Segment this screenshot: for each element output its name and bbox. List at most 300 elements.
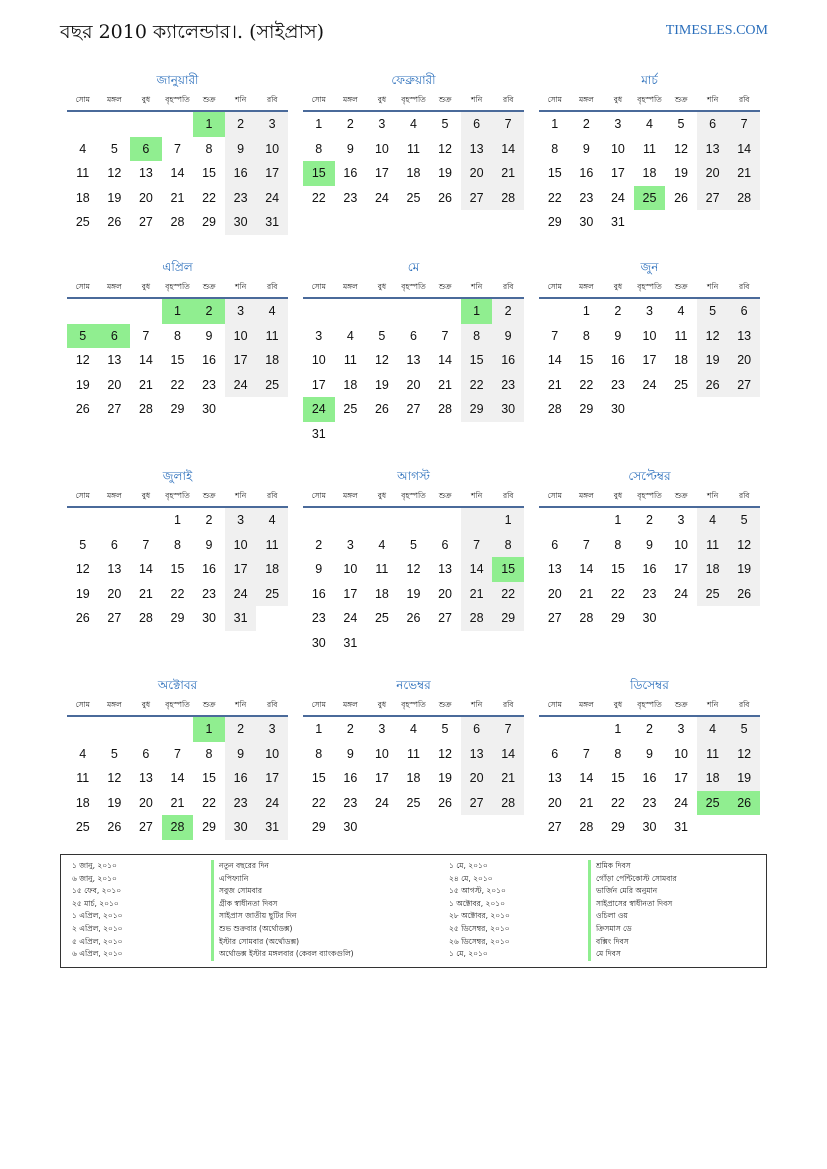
weekday-header [539, 277, 760, 299]
weekday-label: শনি [471, 95, 483, 104]
day-cell: 15 [202, 771, 216, 785]
day-cell: 28 [579, 820, 594, 834]
day-cell: 11 [375, 562, 389, 576]
weekday-label: মঙ্গল [579, 95, 594, 104]
weekday-label: শনি [235, 491, 247, 500]
day-cell: 8 [551, 141, 559, 156]
day-cell: 7 [173, 141, 181, 156]
day-cell: 24 [610, 190, 625, 205]
day-cell: 5 [441, 117, 449, 131]
weekday-label: শুক্র [674, 282, 688, 291]
day-cell: 27 [547, 820, 562, 834]
day-cell: 9 [205, 537, 213, 552]
day-cell: 11 [343, 353, 357, 367]
day-cell: 13 [728, 324, 760, 349]
day-cell: 23 [202, 586, 216, 601]
day-cell: 19 [728, 766, 760, 791]
day-cell: 9 [346, 141, 354, 156]
day-grid [539, 717, 760, 840]
holiday-date: ২৮ অক্টোবর, ২০১০ [449, 911, 510, 921]
empty-cell [728, 606, 760, 631]
weekday-label: শনি [235, 282, 247, 291]
weekday-label: শুক্র [674, 491, 688, 500]
empty-cell [634, 210, 666, 235]
day-cell: 10 [311, 353, 326, 367]
day-cell: 12 [728, 533, 760, 558]
day-cell: 5 [378, 328, 386, 343]
day-cell: 7 [441, 328, 449, 343]
day-cell: 9 [346, 746, 354, 761]
empty-cell [697, 210, 729, 235]
day-cell: 29 [202, 215, 216, 229]
day-cell: 2 [645, 722, 653, 736]
weekday-header [303, 90, 524, 112]
holiday-day-cell: 1 [162, 299, 194, 324]
day-cell: 16 [202, 353, 216, 367]
weekday-label: সোম [75, 95, 90, 104]
day-cell: 27 [461, 791, 493, 816]
day-cell: 31 [610, 215, 625, 229]
day-cell: 1 [614, 513, 622, 527]
empty-cell [162, 717, 194, 742]
day-cell: 16 [202, 562, 216, 576]
holiday-dates-col-1 [72, 860, 123, 961]
day-cell: 18 [697, 766, 729, 791]
holiday-day-cell: 1 [461, 299, 493, 324]
day-cell: 25 [75, 215, 90, 229]
month-name: ডিসেম্বর [630, 678, 669, 692]
weekday-label: রবি [503, 282, 514, 291]
day-cell: 12 [674, 141, 688, 156]
day-cell: 26 [107, 820, 122, 834]
day-cell: 24 [374, 795, 389, 810]
day-cell: 4 [256, 508, 288, 533]
weekday-label: শনি [707, 491, 719, 500]
day-cell: 11 [697, 533, 729, 558]
weekday-label: মঙ্গল [343, 491, 358, 500]
day-cell: 1 [551, 117, 559, 131]
empty-cell [461, 422, 493, 447]
day-cell: 1 [492, 508, 524, 533]
holiday-date: ৫ এপ্রিল, ২০১০ [72, 936, 123, 946]
day-cell: 18 [406, 166, 421, 180]
day-cell: 21 [492, 766, 524, 791]
day-cell: 2 [614, 304, 622, 318]
day-cell: 26 [75, 402, 90, 416]
weekday-header [303, 695, 524, 717]
holiday-day-cell: 26 [728, 791, 760, 816]
empty-cell [398, 422, 430, 447]
empty-cell [728, 397, 760, 422]
day-cell: 10 [225, 533, 257, 558]
empty-cell [366, 815, 398, 840]
holiday-day-cell: 1 [193, 112, 225, 137]
empty-cell [539, 299, 571, 324]
day-cell: 18 [697, 557, 729, 582]
weekday-header [67, 277, 288, 299]
weekday-label: শুক্র [438, 95, 452, 104]
empty-cell [429, 815, 461, 840]
day-cell: 27 [547, 611, 562, 625]
day-cell: 25 [674, 377, 688, 392]
day-cell: 5 [728, 717, 760, 742]
weekday-label: রবি [503, 700, 514, 709]
weekday-label: মঙ্গল [579, 282, 594, 291]
day-cell: 8 [461, 324, 493, 349]
day-cell: 10 [343, 562, 358, 576]
day-cell: 3 [677, 722, 685, 736]
day-cell: 2 [315, 537, 323, 552]
day-cell: 18 [343, 377, 358, 392]
empty-cell [67, 299, 99, 324]
day-cell: 13 [461, 137, 493, 162]
weekday-label: শুক্র [202, 700, 216, 709]
day-cell: 22 [492, 582, 524, 607]
holiday-name: ভার্জিন মেরি অনুমান [588, 885, 677, 898]
day-cell: 11 [406, 141, 420, 156]
weekday-label: বৃহস্পতি [637, 700, 662, 709]
day-cell: 14 [461, 557, 493, 582]
weekday-label: বুধ [613, 282, 623, 291]
holiday-day-cell: 5 [67, 324, 99, 349]
day-cell: 28 [138, 611, 153, 625]
day-cell: 30 [343, 820, 358, 834]
month-7 [67, 466, 288, 631]
day-cell: 8 [614, 537, 622, 552]
day-cell: 4 [409, 117, 417, 131]
day-cell: 14 [138, 353, 153, 367]
day-cell: 27 [438, 611, 452, 625]
day-cell: 27 [107, 611, 122, 625]
weekday-label: বৃহস্পতি [637, 491, 662, 500]
day-cell: 13 [107, 353, 122, 367]
day-cell: 2 [492, 299, 524, 324]
weekday-label: রবি [739, 700, 750, 709]
day-cell: 24 [225, 373, 257, 398]
day-cell: 28 [138, 402, 153, 416]
day-cell: 6 [441, 537, 449, 552]
holiday-name: ক্রিসমাস ডে [588, 923, 677, 936]
weekday-label: মঙ্গল [579, 700, 594, 709]
month-3 [539, 70, 760, 235]
weekday-label: শনি [707, 95, 719, 104]
day-cell: 30 [579, 215, 594, 229]
holiday-dates-col-2 [449, 860, 510, 961]
day-cell: 23 [202, 377, 216, 392]
day-cell: 10 [674, 746, 688, 761]
weekday-label: সোম [311, 700, 326, 709]
day-cell: 19 [374, 377, 389, 392]
day-cell: 8 [582, 328, 590, 343]
weekday-label: শুক্র [438, 282, 452, 291]
day-cell: 12 [697, 324, 729, 349]
day-cell: 29 [170, 402, 185, 416]
day-cell: 26 [438, 190, 452, 205]
day-cell: 3 [378, 117, 386, 131]
day-cell: 15 [170, 562, 185, 576]
day-cell: 14 [138, 562, 153, 576]
day-cell: 1 [315, 722, 323, 736]
empty-cell [130, 299, 162, 324]
weekday-label: মঙ্গল [107, 700, 122, 709]
weekday-label: রবি [267, 700, 278, 709]
empty-cell [429, 508, 461, 533]
holiday-date: ২৫ ডিসেম্বর, ২০১০ [449, 923, 510, 933]
day-cell: 31 [225, 606, 257, 631]
day-cell: 18 [75, 795, 90, 810]
day-cell: 9 [582, 141, 590, 156]
day-cell: 1 [582, 304, 590, 318]
holiday-name: সাইপ্রাসের স্বাধীনতা দিবস [588, 898, 677, 911]
day-cell: 21 [579, 586, 594, 601]
day-cell: 7 [582, 746, 590, 761]
day-cell: 17 [256, 161, 288, 186]
day-grid [67, 508, 288, 631]
day-cell: 7 [142, 328, 150, 343]
day-cell: 17 [225, 348, 257, 373]
empty-cell [665, 210, 697, 235]
day-cell: 27 [138, 215, 153, 229]
day-cell: 20 [728, 348, 760, 373]
weekday-label: বৃহস্পতি [165, 282, 190, 291]
day-cell: 26 [107, 215, 122, 229]
empty-cell [130, 112, 162, 137]
empty-cell [303, 299, 335, 324]
empty-cell [492, 631, 524, 656]
day-cell: 19 [697, 348, 729, 373]
day-cell: 3 [225, 508, 257, 533]
day-cell: 31 [674, 820, 688, 834]
holiday-date: ১৫ আগস্ট, ২০১০ [449, 886, 506, 896]
empty-cell [665, 606, 697, 631]
empty-cell [225, 397, 257, 422]
day-cell: 2 [225, 717, 257, 742]
day-cell: 4 [697, 508, 729, 533]
day-cell: 12 [406, 562, 421, 576]
day-cell: 30 [225, 815, 257, 840]
empty-cell [366, 422, 398, 447]
day-cell: 24 [374, 190, 389, 205]
holiday-names-col-1 [211, 860, 354, 961]
weekday-label: রবি [739, 95, 750, 104]
day-cell: 11 [256, 533, 288, 558]
month-9 [539, 466, 760, 631]
day-cell: 18 [642, 166, 657, 180]
day-cell: 27 [138, 820, 153, 834]
site-link[interactable]: TIMESLES.COM [665, 23, 768, 38]
day-cell: 6 [142, 746, 150, 761]
day-cell: 29 [610, 611, 625, 625]
day-cell: 11 [406, 746, 420, 761]
weekday-label: বৃহস্পতি [401, 700, 426, 709]
day-cell: 6 [697, 112, 729, 137]
empty-cell [398, 508, 430, 533]
day-cell: 12 [438, 746, 452, 761]
holiday-date: ২ এপ্রিল, ২০১০ [72, 923, 123, 933]
weekday-label: শুক্র [202, 491, 216, 500]
day-cell: 22 [610, 795, 625, 810]
day-cell: 23 [343, 190, 358, 205]
day-cell: 11 [76, 771, 90, 785]
holiday-name: গোঁড়া পেন্টিকোস্ট সোমবার [588, 873, 677, 886]
day-cell: 14 [728, 137, 760, 162]
day-cell: 29 [170, 611, 185, 625]
empty-cell [697, 397, 729, 422]
empty-cell [335, 299, 367, 324]
day-cell: 14 [579, 771, 594, 785]
day-cell: 8 [173, 537, 181, 552]
empty-cell [130, 717, 162, 742]
day-cell: 31 [256, 815, 288, 840]
day-cell: 14 [170, 166, 185, 180]
day-cell: 23 [610, 377, 625, 392]
empty-cell [429, 631, 461, 656]
day-cell: 26 [674, 190, 688, 205]
day-cell: 11 [674, 328, 688, 343]
month-name: আগস্ট [397, 469, 430, 483]
day-cell: 7 [551, 328, 559, 343]
holiday-date: ১ অক্টোবর, ২০১০ [449, 898, 506, 908]
day-cell: 9 [225, 137, 257, 162]
day-cell: 19 [438, 771, 452, 785]
day-cell: 20 [438, 586, 452, 601]
month-name: এপ্রিল [162, 260, 193, 274]
empty-cell [366, 508, 398, 533]
day-cell: 6 [409, 328, 417, 343]
month-name: মে [407, 260, 420, 274]
holiday-names-col-2 [588, 860, 677, 961]
day-cell: 7 [173, 746, 181, 761]
day-cell: 21 [547, 377, 562, 392]
weekday-label: বুধ [377, 700, 387, 709]
day-cell: 27 [406, 402, 421, 416]
day-cell: 28 [170, 215, 185, 229]
day-cell: 21 [438, 377, 452, 392]
day-cell: 25 [374, 611, 389, 625]
holiday-date: ১ মে, ২০১০ [449, 949, 488, 959]
weekday-header [539, 695, 760, 717]
day-cell: 9 [315, 562, 323, 576]
holiday-name: এপিফ্যানি [211, 873, 354, 886]
day-cell: 13 [461, 742, 493, 767]
empty-cell [429, 422, 461, 447]
day-cell: 8 [205, 141, 213, 156]
day-cell: 14 [438, 353, 452, 367]
day-cell: 13 [547, 562, 562, 576]
day-cell: 17 [374, 771, 389, 785]
holiday-date: ১ মে, ২০১০ [449, 861, 488, 870]
day-cell: 7 [492, 717, 524, 742]
holiday-name: শ্রমিক দিবস [588, 860, 677, 873]
day-grid [67, 299, 288, 422]
day-cell: 19 [674, 166, 688, 180]
day-cell: 15 [311, 771, 326, 785]
day-cell: 16 [579, 166, 594, 180]
day-cell: 5 [728, 508, 760, 533]
month-12 [539, 675, 760, 840]
day-cell: 12 [107, 166, 122, 180]
day-cell: 30 [311, 635, 326, 650]
day-cell: 4 [409, 722, 417, 736]
month-10 [67, 675, 288, 840]
day-cell: 23 [343, 795, 358, 810]
day-cell: 20 [461, 161, 493, 186]
day-cell: 30 [610, 402, 625, 416]
holiday-day-cell: 24 [303, 397, 335, 422]
day-cell: 10 [674, 537, 688, 552]
day-cell: 5 [697, 299, 729, 324]
day-cell: 23 [225, 186, 257, 211]
month-name: সেপ্টেম্বর [628, 469, 671, 483]
day-cell: 15 [170, 353, 185, 367]
empty-cell [728, 210, 760, 235]
empty-cell [130, 508, 162, 533]
empty-cell [398, 815, 430, 840]
weekday-label: মঙ্গল [343, 95, 358, 104]
empty-cell [335, 422, 367, 447]
empty-cell [99, 508, 131, 533]
weekday-header [67, 695, 288, 717]
day-cell: 6 [461, 112, 493, 137]
day-cell: 5 [79, 537, 87, 552]
day-cell: 28 [492, 186, 524, 211]
weekday-label: মঙ্গল [107, 282, 122, 291]
month-name: ফেব্রুয়ারী [391, 73, 436, 87]
weekday-label: শনি [707, 282, 719, 291]
empty-cell [67, 508, 99, 533]
day-cell: 30 [202, 402, 216, 416]
month-name: জুন [640, 260, 659, 274]
day-cell: 6 [461, 717, 493, 742]
weekday-label: শনি [471, 700, 483, 709]
month-8 [303, 466, 524, 655]
day-cell: 1 [614, 722, 622, 736]
weekday-label: সোম [75, 282, 90, 291]
empty-cell [162, 112, 194, 137]
day-cell: 24 [225, 582, 257, 607]
day-cell: 18 [256, 348, 288, 373]
weekday-label: সোম [311, 491, 326, 500]
day-cell: 11 [642, 141, 656, 156]
day-grid [303, 299, 524, 446]
day-cell: 13 [107, 562, 122, 576]
day-cell: 16 [642, 771, 657, 785]
day-cell: 1 [315, 117, 323, 131]
day-cell: 24 [343, 611, 358, 625]
weekday-label: বুধ [613, 491, 623, 500]
empty-cell [67, 112, 99, 137]
day-cell: 28 [547, 402, 562, 416]
day-cell: 13 [547, 771, 562, 785]
weekday-label: শনি [471, 282, 483, 291]
day-cell: 26 [75, 611, 90, 625]
day-cell: 25 [343, 402, 358, 416]
day-cell: 10 [225, 324, 257, 349]
weekday-label: বুধ [141, 95, 151, 104]
weekday-label: বুধ [141, 282, 151, 291]
day-cell: 4 [256, 299, 288, 324]
weekday-label: সোম [547, 700, 562, 709]
day-cell: 31 [256, 210, 288, 235]
day-cell: 26 [438, 795, 452, 810]
holiday-name: নতুন বছরের দিন [211, 860, 354, 873]
day-cell: 10 [256, 137, 288, 162]
day-cell: 17 [311, 377, 326, 392]
day-cell: 2 [645, 513, 653, 527]
weekday-label: বৃহস্পতি [637, 282, 662, 291]
day-cell: 8 [173, 328, 181, 343]
day-cell: 20 [547, 795, 562, 810]
